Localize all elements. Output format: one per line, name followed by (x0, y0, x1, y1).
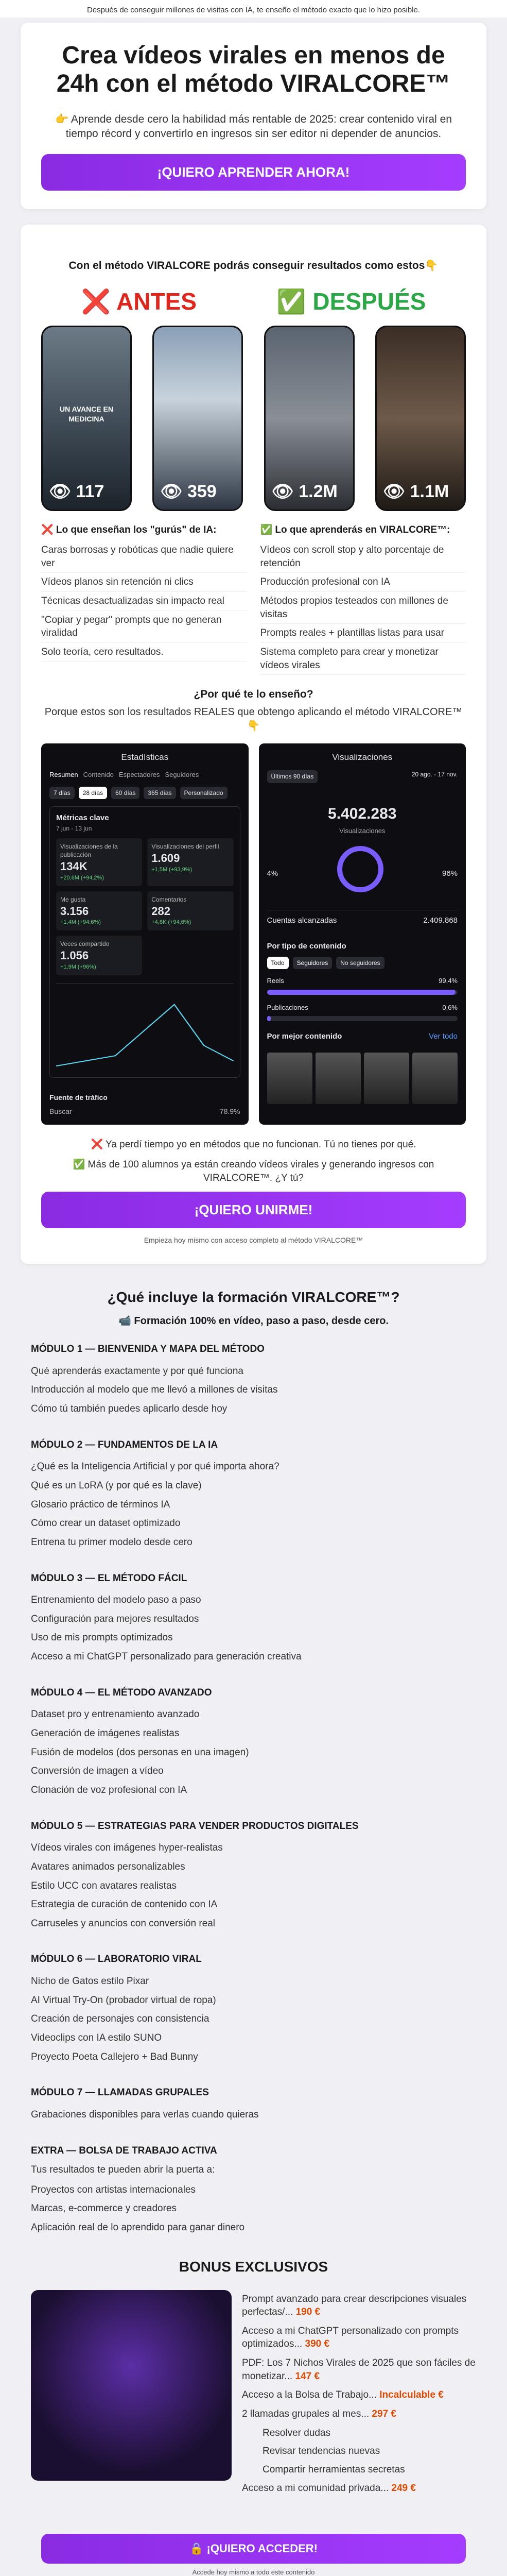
list-item: Prompts reales + plantillas listas para usar (260, 624, 466, 643)
bonus-price: 390 € (305, 2338, 330, 2350)
bonus-item (242, 2479, 476, 2498)
list-item: Qué aprenderás exactamente y por qué funciona (31, 1362, 476, 1381)
stats-left-screenshot (41, 743, 249, 1125)
tab-contenido: Contenido (83, 771, 114, 779)
list-item: Introducción al modelo que me llevó a millones de visitas (31, 1381, 476, 1400)
metric-label: Me gusta (60, 895, 86, 903)
bonus-price: 147 € (295, 2370, 320, 2382)
antes-label: ❌ ANTES (81, 288, 197, 315)
cuentas-label: Cuentas alcanzadas (267, 916, 337, 925)
module-title: MÓDULO 1 — BIENVENIDA Y MAPA DEL MÉTODO (31, 1344, 265, 1355)
list-item: Acceso a mi ChatGPT personalizado para generación creativa (31, 1648, 476, 1667)
pub-label: Publicaciones (267, 1003, 308, 1011)
bonus-price: 297 € (372, 2409, 396, 2420)
metric-value: 1.609 (151, 851, 180, 865)
viz-total-label: Visualizaciones (339, 827, 386, 835)
module-2 (31, 1438, 476, 1552)
list-item: Generación de imágenes realistas (31, 1724, 476, 1743)
stats-header: Estadísticas (121, 752, 169, 762)
list-item: Entrena tu primer modelo desde cero (31, 1533, 476, 1552)
bonus-subitem: Revisar tendencias nuevas (263, 2446, 380, 2457)
viralcore-title: ✅ Lo que aprenderás en VIRALCORE™: (260, 524, 450, 536)
bonus-mockup-image (31, 2290, 232, 2481)
metric-delta: +1,9M (+96%) (60, 964, 96, 971)
metric-value: 3.156 (60, 904, 89, 918)
module-title: EXTRA — BOLSA DE TRABAJO ACTIVA (31, 2145, 217, 2156)
chip: Todo (267, 957, 289, 969)
tab-seguidores: Seguidores (165, 771, 199, 779)
note-students: ✅ Más de 100 alumnos ya están creando vídeos virales y generando ingresos con VIRALCORE™. ¿Y tú? (73, 1159, 434, 1183)
views-sparkline (56, 984, 234, 1071)
list-item: Producción profesional con IA (260, 573, 466, 592)
traffic-source (49, 1093, 240, 1116)
access-cta-zone (21, 2523, 486, 2576)
module-intro: Tus resultados te pueden abrir la puerta a: (31, 2164, 215, 2176)
view-count: 👁 359 (160, 481, 217, 501)
list-item: Técnicas desactualizadas sin impacto real (41, 592, 247, 611)
chip: 28 días (79, 787, 107, 799)
list-item: Solo teoría, cero resultados. (41, 643, 247, 662)
bonus-item (242, 2405, 476, 2424)
top-content-thumbs (267, 1053, 458, 1104)
key-metrics-range: 7 jun - 13 jun (56, 825, 92, 833)
traffic-source-title: Fuente de tráfico (49, 1093, 108, 1101)
chip: Personalizado (180, 787, 228, 799)
note-lost-time: ❌ Ya perdí tiempo yo en métodos que no funcionan. Tú no tienes por qué. (91, 1139, 416, 1150)
includes-section (21, 1279, 486, 2503)
thumbnail (316, 1053, 361, 1104)
content-type-tabs (267, 957, 458, 969)
reels-pct: 99,4% (439, 977, 458, 985)
list-item: Estrategia de curación de contenido con IA (31, 1895, 476, 1914)
why-title: ¿Por qué te lo enseño? (194, 688, 313, 701)
access-button[interactable]: 🔒 ¡QUIERO ACCEDER! (41, 2534, 466, 2564)
list-item: Proyectos con artistas internacionales (31, 2181, 476, 2200)
list-item: Carruseles y anuncios con conversión real (31, 1914, 476, 1934)
key-metrics-title: Métricas clave (56, 814, 109, 823)
list-item: Dataset pro y entrenamiento avanzado (31, 1705, 476, 1724)
tab-espectadores: Espectadores (118, 771, 160, 779)
module-title: MÓDULO 6 — LABORATORIO VIRAL (31, 1954, 202, 1965)
list-item: Proyecto Poeta Callejero + Bad Bunny (31, 2048, 476, 2067)
viralcore-column (260, 523, 466, 675)
module-title: MÓDULO 5 — ESTRATEGIAS PARA VENDER PRODUCTOS DIGITALES (31, 1820, 359, 1832)
bonus-text: 2 llamadas grupales al mes... (242, 2409, 370, 2420)
list-item: Avatares animados personalizables (31, 1858, 476, 1877)
module-title: MÓDULO 3 — EL MÉTODO FÁCIL (31, 1572, 187, 1584)
module-title: MÓDULO 2 — FUNDAMENTOS DE LA IA (31, 1439, 218, 1450)
bonus-price: Incalculable € (379, 2389, 444, 2401)
range-dropdown: Últimos 90 días (267, 770, 318, 783)
key-metrics-box (49, 806, 240, 1078)
cta-note: Accede hoy mismo a todo este contenido (192, 2568, 315, 2576)
results-lead: Con el método VIRALCORE podrás conseguir resultados como estos👇 (68, 259, 439, 272)
range-chips (49, 787, 240, 799)
bonus-item (242, 2290, 476, 2322)
top-strip (0, 0, 507, 18)
bonus-price: 190 € (295, 2307, 321, 2318)
content-type-title: Por tipo de contenido (267, 941, 346, 951)
chip: No seguidores (336, 957, 384, 969)
top-content-title: Por mejor contenido (267, 1032, 342, 1041)
chip: 365 días (144, 787, 176, 799)
bonus-text: Acceso a mi ChatGPT personalizado con prompts optimizados... (242, 2325, 459, 2350)
pub-bar (267, 1016, 458, 1021)
range-dates: 20 ago. - 17 nov. (411, 771, 458, 778)
comparison (41, 523, 466, 675)
metric (56, 891, 142, 931)
list-item: Aplicación real de lo aprendido para ganar dinero (31, 2218, 476, 2238)
sparkline-path (56, 1005, 234, 1066)
bonus-subitem: Resolver dudas (263, 2427, 331, 2438)
bonus-text: PDF: Los 7 Nichos Virales de 2025 que son fáciles de monetizar... (242, 2358, 476, 2382)
chip: Seguidores (293, 957, 333, 969)
module-title: MÓDULO 7 — LLAMADAS GRUPALES (31, 2087, 209, 2098)
module-7 (31, 2086, 476, 2124)
list-item: Fusión de modelos (dos personas en una imagen) (31, 1743, 476, 1762)
before-after-header (41, 285, 466, 317)
metric-delta: +1,4M (+94,6%) (60, 919, 101, 926)
metric-label: Veces compartido (60, 940, 110, 948)
list-item: Vídeos con scroll stop y alto porcentaje de retención (260, 541, 466, 573)
chip: 7 días (49, 787, 75, 799)
phone-caption: UN AVANCE EN MEDICINA (60, 405, 113, 423)
list-item: Nicho de Gatos estilo Pixar (31, 1972, 476, 1991)
metric (56, 936, 142, 975)
stats-screenshots (41, 743, 466, 1125)
phone-screenshot (264, 326, 355, 511)
includes-title: ¿Qué incluye la formación VIRALCORE™? (107, 1289, 400, 1306)
gurus-title: ❌ Lo que enseñan los "gurús" de IA: (41, 524, 217, 536)
list-item: Glosario práctico de términos IA (31, 1496, 476, 1515)
thumbnail (412, 1053, 458, 1104)
bonus-item (242, 2354, 476, 2386)
metric-label: Visualizaciones del perfil (151, 842, 219, 850)
viz-total: 5.402.283 (328, 805, 397, 822)
thumbnail (364, 1053, 409, 1104)
bonus-item (242, 2322, 476, 2354)
reels-bar (267, 990, 458, 995)
see-all-link[interactable]: Ver todo (429, 1032, 458, 1041)
why-subtitle: Porque estos son los resultados REALES que obtengo aplicando el método VIRALCORE™ 👇 (44, 706, 463, 732)
list-item: ¿Qué es la Inteligencia Artificial y por qué importa ahora? (31, 1458, 476, 1477)
includes-subtitle: 📹 Formación 100% en vídeo, paso a paso, desde cero. (118, 1315, 389, 1327)
list-item: Clonación de voz profesional con IA (31, 1781, 476, 1800)
module-6 (31, 1953, 476, 2066)
list-item: Caras borrosas y robóticas que nadie quiere ver (41, 541, 247, 573)
bonus-title: BONUS EXCLUSIVOS (179, 2258, 328, 2275)
list-item: Vídeos planos sin retención ni clics (41, 573, 247, 592)
list-item: Sistema completo para crear y monetizar vídeos virales (260, 643, 466, 675)
seguidores-pct: 4% (267, 869, 278, 878)
tab-resumen: Resumen (49, 771, 78, 779)
module-extra (31, 2144, 476, 2238)
module-5 (31, 1820, 476, 1934)
metric (147, 838, 233, 886)
list-item: Estilo UCC con avatares realistas (31, 1877, 476, 1896)
learn-now-button[interactable]: ¡QUIERO APRENDER AHORA! (41, 154, 466, 191)
no-seguidores-pct: 96% (442, 869, 458, 878)
bonus-text: Acceso a la Bolsa de Trabajo... (242, 2389, 377, 2401)
sparkline-chart (56, 984, 234, 1071)
hero-card (21, 23, 486, 209)
viz-header: Visualizaciones (332, 752, 393, 762)
list-item: Uso de mis prompts optimizados (31, 1629, 476, 1648)
results-card (21, 225, 486, 1264)
view-count: 👁 1.1M (382, 481, 449, 501)
hero-subtitle: 👉 Aprende desde cero la habilidad más rentable de 2025: crear contenido viral en tiempo récord y convertirlo en ingresos sin ser editor ni depender de anuncios. (55, 113, 452, 140)
bonus-text: Prompt avanzado para crear descripciones visuales perfectas/... (242, 2293, 467, 2318)
metric-value: 134K (60, 860, 88, 873)
traffic-source-name: Buscar (49, 1107, 72, 1115)
join-button[interactable]: ¡QUIERO UNIRME! (41, 1192, 466, 1228)
list-item: Qué es un LoRA (y por qué es la clave) (31, 1477, 476, 1496)
list-item: Conversión de imagen a vídeo (31, 1762, 476, 1781)
stats-right-screenshot (259, 743, 466, 1125)
view-count: 👁 1.2M (271, 481, 338, 501)
traffic-source-value: 78.9% (219, 1107, 240, 1115)
metric-value: 1.056 (60, 949, 89, 962)
module-title: MÓDULO 4 — EL MÉTODO AVANZADO (31, 1687, 212, 1698)
list-item: Creación de personajes con consistencia (31, 2010, 476, 2029)
list-item: Configuración para mejores resultados (31, 1610, 476, 1629)
metric-label: Visualizaciones de la publicación (60, 842, 118, 858)
phone-row (41, 326, 466, 511)
list-item: Cómo tú también puedes aplicarlo desde hoy (31, 1400, 476, 1419)
list-item: "Copiar y pegar" prompts que no generan viralidad (41, 611, 247, 643)
bonus-text: Acceso a mi comunidad privada... (242, 2482, 389, 2494)
notes (41, 1138, 466, 1185)
metric-label: Comentarios (151, 895, 187, 903)
phone-screenshot (152, 326, 243, 511)
module-3 (31, 1572, 476, 1667)
despues-label: ✅ DESPUÉS (276, 288, 426, 315)
pub-pct: 0,6% (442, 1003, 458, 1011)
metric-value: 282 (151, 904, 170, 918)
gurus-column (41, 523, 247, 675)
list-item: Marcas, e-commerce y creadores (31, 2199, 476, 2218)
cuentas-value: 2.409.868 (423, 916, 458, 925)
metric-delta: +4,8K (+94,6%) (151, 919, 191, 926)
metric (147, 891, 233, 931)
phone-screenshot (41, 326, 132, 511)
list-item: Videoclips con IA estilo SUNO (31, 2029, 476, 2048)
access-footnote: Empieza hoy mismo con acceso completo al método VIRALCORE™ (144, 1236, 363, 1245)
thumbnail (267, 1053, 312, 1104)
bonus-list (242, 2290, 476, 2498)
view-count: 👁 117 (49, 481, 104, 501)
bonus-price: 249 € (391, 2482, 416, 2494)
metric-delta: +1,5M (+93,9%) (151, 866, 193, 873)
chip: 60 días (111, 787, 139, 799)
hero-title: Crea vídeos virales en menos de 24h con el método VIRALCORE™ (56, 42, 451, 98)
list-item: AI Virtual Try-On (probador virtual de ropa) (31, 1991, 476, 2010)
bonus-block (31, 2290, 476, 2498)
phone-screenshot (375, 326, 466, 511)
bonus-subitem: Compartir herramientas secretas (263, 2464, 405, 2475)
bonus-item (242, 2386, 476, 2405)
module-4 (31, 1686, 476, 1800)
list-item: Entrenamiento del modelo paso a paso (31, 1591, 476, 1610)
ring-chart (337, 846, 383, 892)
stats-tabs (49, 770, 240, 779)
list-item: Vídeos virales con imágenes hyper-realistas (31, 1839, 476, 1858)
reels-label: Reels (267, 977, 284, 985)
list-item: Grabaciones disponibles para verlas cuando quieras (31, 2106, 476, 2125)
list-item: Cómo crear un dataset optimizado (31, 1514, 476, 1533)
list-item: Métodos propios testeados con millones de visitas (260, 592, 466, 624)
module-1 (31, 1343, 476, 1419)
metric (56, 838, 142, 886)
metric-delta: +20,6M (+94,2%) (60, 874, 104, 881)
top-strip-text: Después de conseguir millones de visitas con IA, te enseño el método exacto que lo hizo posible. (86, 6, 421, 14)
